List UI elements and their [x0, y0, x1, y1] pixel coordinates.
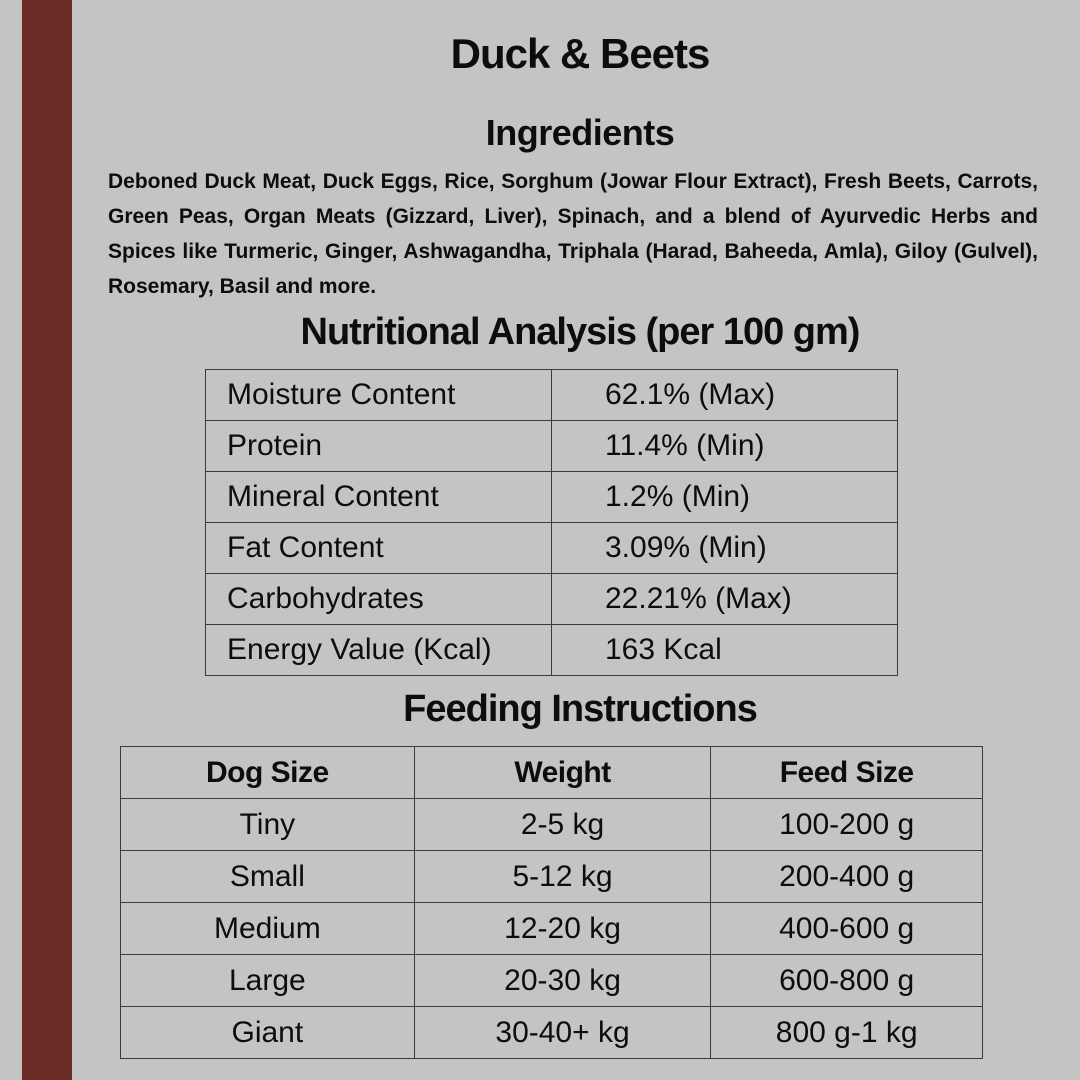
feed-size-cell: 100-200 g — [711, 799, 983, 851]
nutrition-label: Mineral Content — [206, 472, 552, 523]
nutrition-row — [206, 421, 898, 472]
weight-cell: 2-5 kg — [414, 799, 711, 851]
dog-size-cell: Tiny — [121, 799, 415, 851]
ingredients-heading: Ingredients — [485, 112, 675, 153]
feeding-heading: Feeding Instructions — [403, 688, 757, 730]
column-header-dog-size: Dog Size — [121, 747, 415, 799]
feeding-row — [121, 1007, 983, 1059]
nutrition-value: 163 Kcal — [552, 625, 898, 676]
nutrition-label: Protein — [206, 421, 552, 472]
feeding-header-row — [121, 747, 983, 799]
nutrition-heading: Nutritional Analysis (per 100 gm) — [300, 311, 860, 353]
weight-cell: 20-30 kg — [414, 955, 711, 1007]
nutrition-value: 3.09% (Min) — [552, 523, 898, 574]
nutrition-label: Energy Value (Kcal) — [206, 625, 552, 676]
feeding-row — [121, 799, 983, 851]
weight-cell: 5-12 kg — [414, 851, 711, 903]
feeding-row — [121, 903, 983, 955]
dog-size-cell: Giant — [121, 1007, 415, 1059]
nutrition-row — [206, 523, 898, 574]
ingredients-text: Deboned Duck Meat, Duck Eggs, Rice, Sorghum (Jowar Flour Extract), Fresh Beets, Carrots, Green Peas, Organ Meats (Gizzard, Liver), Spinach, and a blend of Ayurvedic Herbs and Spices like Turmeric, Ginger, Ashwagandha, Triphala (Harad, Baheeda, Amla), Giloy (Gulvel), Rosemary, Basil and more. — [108, 170, 1038, 298]
dog-size-cell: Medium — [121, 903, 415, 955]
feeding-table — [120, 746, 983, 1059]
nutrition-value: 11.4% (Min) — [552, 421, 898, 472]
feed-size-cell: 800 g-1 kg — [711, 1007, 983, 1059]
side-accent-bar — [22, 0, 72, 1080]
nutrition-row — [206, 574, 898, 625]
nutrition-label: Fat Content — [206, 523, 552, 574]
nutrition-table — [205, 369, 898, 676]
feeding-row — [121, 851, 983, 903]
nutrition-label: Moisture Content — [206, 370, 552, 421]
feed-size-cell: 400-600 g — [711, 903, 983, 955]
weight-cell: 30-40+ kg — [414, 1007, 711, 1059]
column-header-feed-size: Feed Size — [711, 747, 983, 799]
feed-size-cell: 600-800 g — [711, 955, 983, 1007]
nutrition-value: 62.1% (Max) — [552, 370, 898, 421]
nutrition-value: 1.2% (Min) — [552, 472, 898, 523]
nutrition-row — [206, 370, 898, 421]
dog-size-cell: Large — [121, 955, 415, 1007]
column-header-weight: Weight — [414, 747, 711, 799]
weight-cell: 12-20 kg — [414, 903, 711, 955]
feeding-row — [121, 955, 983, 1007]
page-title: Duck & Beets — [450, 30, 710, 77]
nutrition-label: Carbohydrates — [206, 574, 552, 625]
feed-size-cell: 200-400 g — [711, 851, 983, 903]
nutrition-value: 22.21% (Max) — [552, 574, 898, 625]
nutrition-row — [206, 625, 898, 676]
dog-size-cell: Small — [121, 851, 415, 903]
nutrition-row — [206, 472, 898, 523]
